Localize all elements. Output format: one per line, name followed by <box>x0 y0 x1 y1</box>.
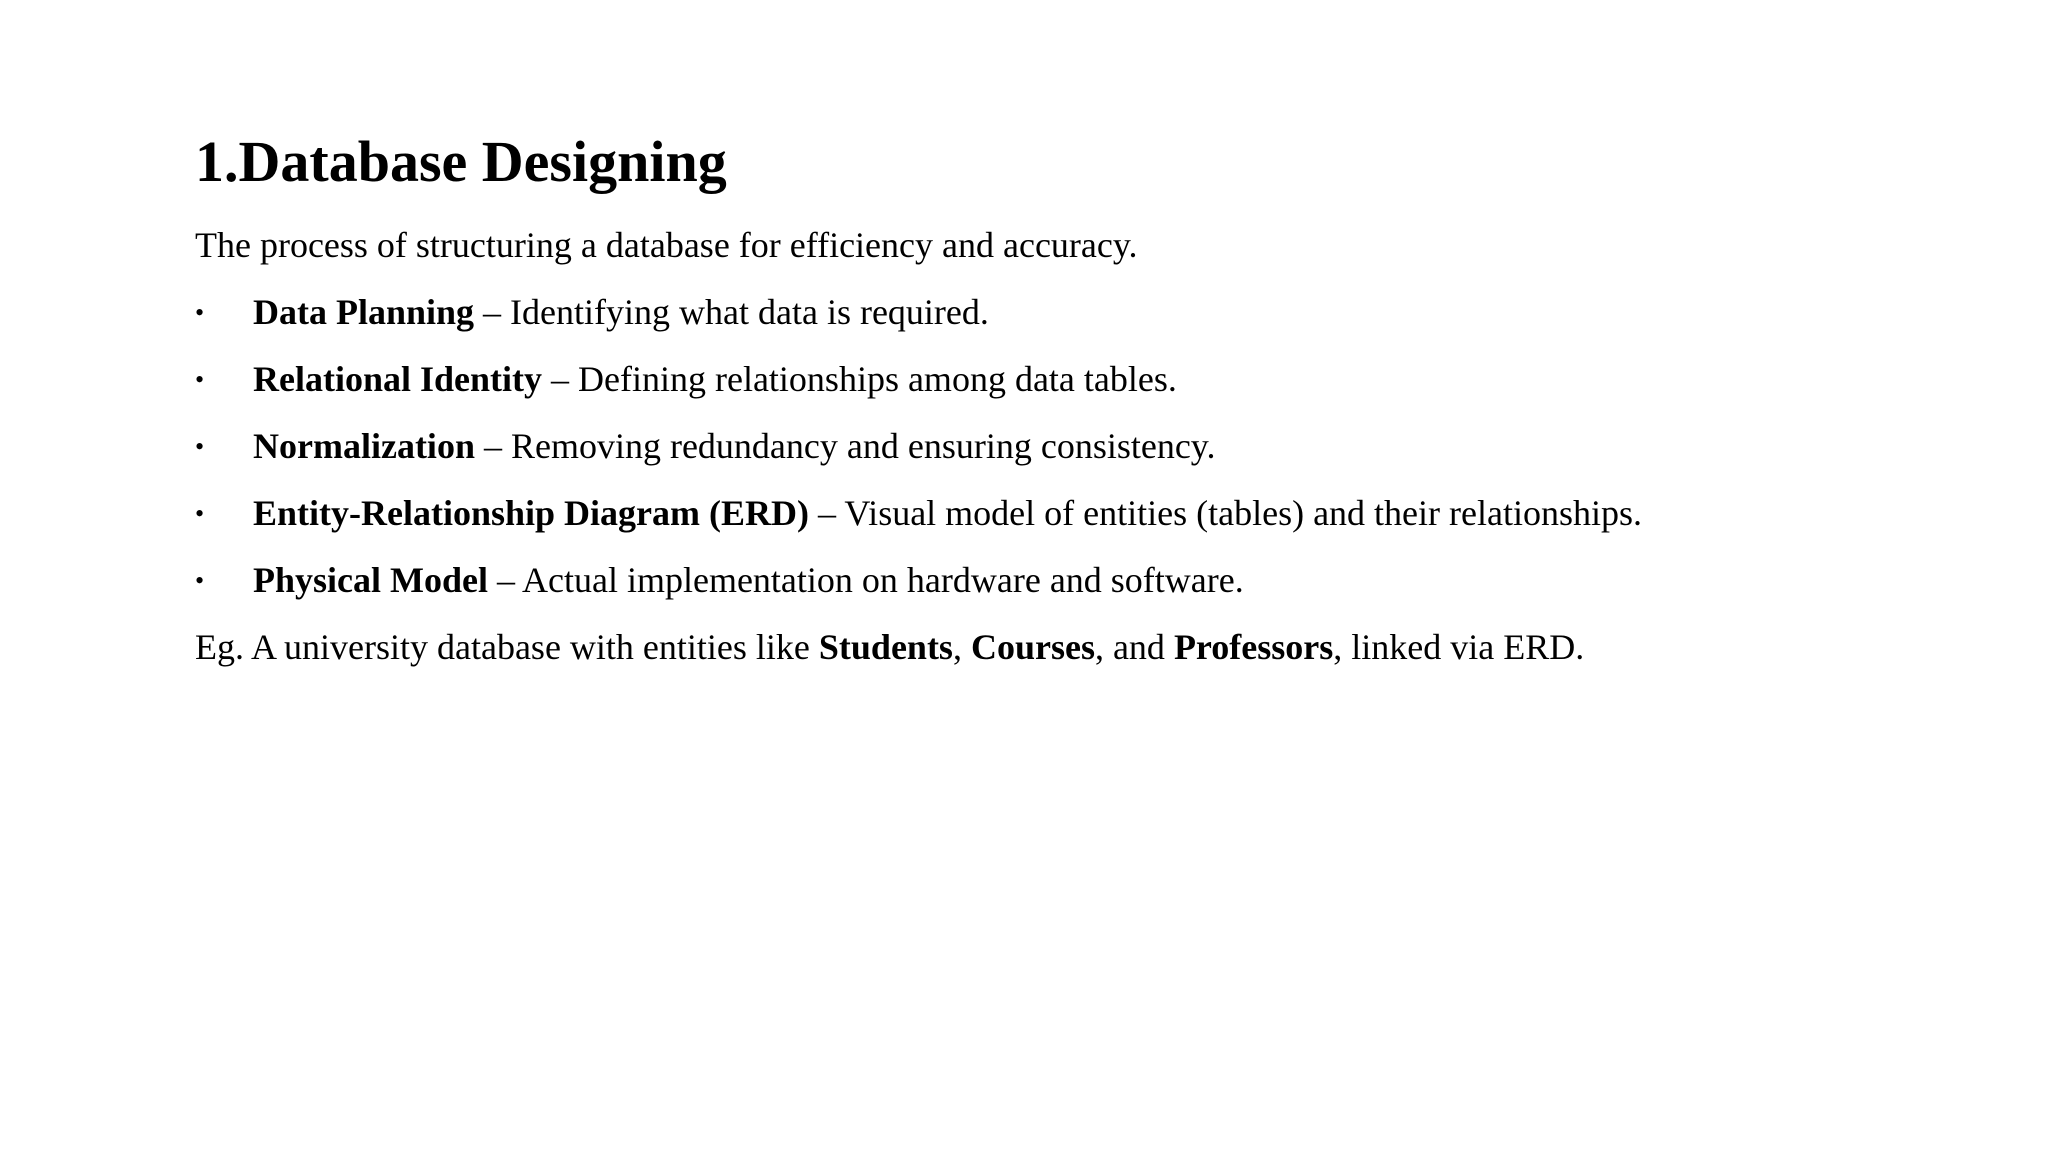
bullet-icon: • <box>195 499 205 528</box>
bullet-list <box>195 279 2015 614</box>
list-item-physical-model <box>195 547 2015 614</box>
term-label: Relational Identity <box>253 359 543 399</box>
bullet-icon: • <box>195 365 205 394</box>
term-description: – Defining relationships among data tables. <box>542 359 1177 399</box>
example-text <box>195 614 2015 681</box>
term-description: – Identifying what data is required. <box>474 292 989 332</box>
term-description: – Removing redundancy and ensuring consistency. <box>474 426 1216 466</box>
term-description: – Visual model of entities (tables) and their relationships. <box>809 493 1642 533</box>
slide-title: 1.Database Designing <box>195 129 727 194</box>
term-label: Data Planning <box>253 292 475 332</box>
term-label: Normalization <box>253 426 475 466</box>
example-entity-courses: Courses <box>970 627 1095 667</box>
intro-text: The process of structuring a database for efficiency and accuracy. <box>195 225 1138 265</box>
list-item-normalization <box>195 413 2015 480</box>
list-item-erd <box>195 480 2015 547</box>
example-prefix: Eg. A university database with entities like <box>195 627 819 667</box>
list-item-data-planning <box>195 279 2015 346</box>
term-description: – Actual implementation on hardware and software. <box>487 560 1244 600</box>
example-separator: , and <box>1094 627 1174 667</box>
bullet-icon: • <box>195 298 205 327</box>
bullet-icon: • <box>195 566 205 595</box>
list-item-relational-identity <box>195 346 2015 413</box>
example-entity-students: Students <box>818 627 953 667</box>
example-entity-professors: Professors <box>1173 627 1334 667</box>
bullet-icon: • <box>195 432 205 461</box>
term-label: Entity-Relationship Diagram (ERD) <box>253 493 809 533</box>
example-suffix: , linked via ERD. <box>1333 627 1585 667</box>
slide-content <box>195 122 2015 681</box>
term-label: Physical Model <box>253 560 488 600</box>
example-separator: , <box>952 627 971 667</box>
